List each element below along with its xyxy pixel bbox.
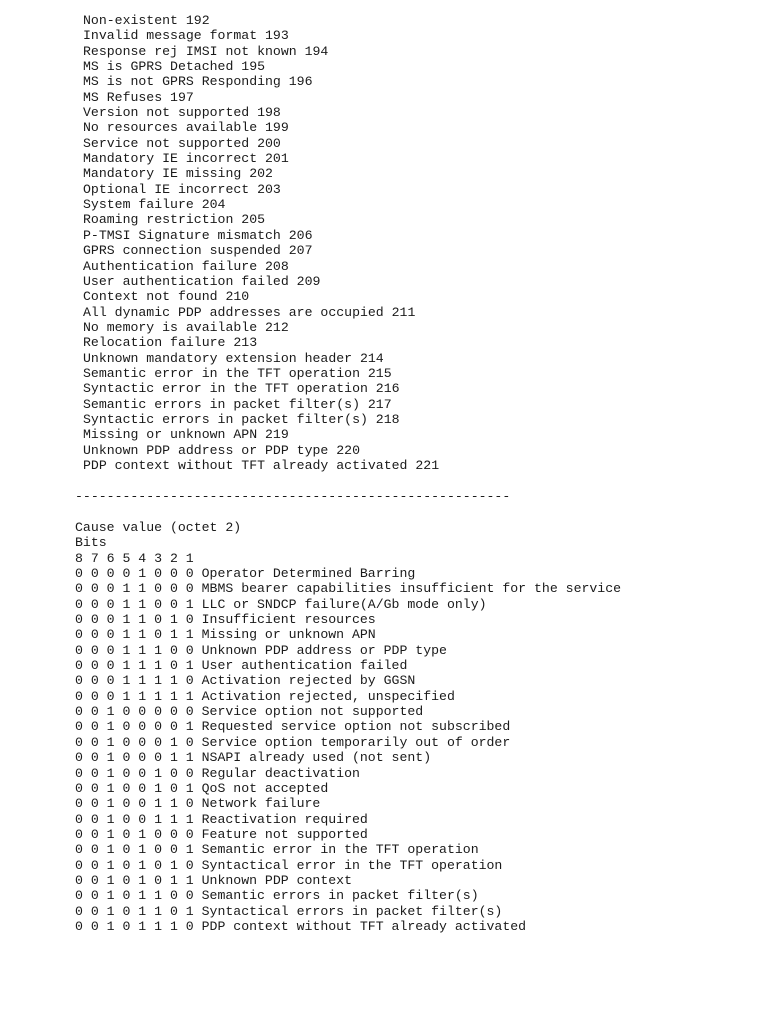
cause-value-row: 0 0 1 0 0 0 0 1 Requested service option not subscribed [75,719,511,735]
cause-value-row: 0 0 0 1 1 0 1 0 Insufficient resources [75,612,376,628]
gtp-cause-line: Relocation failure 213 [83,335,258,351]
gtp-cause-line: No resources available 199 [83,120,289,136]
gtp-cause-line: Service not supported 200 [83,135,281,151]
section-separator: ------------------------------------------------------- [75,489,511,504]
cause-value-row: 0 0 1 0 1 0 1 1 Unknown PDP context [75,872,352,888]
cause-value-row: 0 0 1 0 0 0 1 0 Service option temporarily out of order [75,734,511,750]
gtp-cause-line: No memory is available 212 [83,319,289,335]
gtp-cause-line: GPRS connection suspended 207 [83,243,313,259]
cause-value-row: 0 0 0 1 1 1 1 0 Activation rejected by GGSN [75,673,416,689]
gtp-cause-line: PDP context without TFT already activated 221 [83,457,440,473]
cause-value-row: 0 0 0 1 1 1 0 1 User authentication failed [75,658,408,674]
gtp-cause-line: Syntactic error in the TFT operation 216 [83,381,400,397]
gtp-cause-line: MS is not GPRS Responding 196 [83,74,313,90]
cause-value-row: 0 0 1 0 0 0 1 1 NSAPI already used (not sent) [75,750,432,766]
cause-value-row: 0 0 1 0 0 1 1 1 Reactivation required [75,811,368,827]
cause-value-row: 0 0 1 0 0 1 0 1 QoS not accepted [75,780,329,796]
cause-value-section [75,520,621,934]
gtp-cause-line: Semantic error in the TFT operation 215 [83,365,392,381]
gtp-cause-line: Roaming restriction 205 [83,212,266,228]
cause-value-row: 0 0 1 0 0 1 0 0 Regular deactivation [75,765,360,781]
gtp-cause-line: Context not found 210 [83,289,250,305]
gtp-cause-line: P-TMSI Signature mismatch 206 [83,227,313,243]
gtp-cause-line: Syntactic errors in packet filter(s) 218 [83,411,400,427]
gtp-cause-line: Missing or unknown APN 219 [83,427,289,443]
gtp-cause-line: MS Refuses 197 [83,89,194,105]
gtp-cause-line: MS is GPRS Detached 195 [83,59,266,75]
gtp-cause-line: Unknown mandatory extension header 214 [83,350,384,366]
cause-value-row: 0 0 0 1 1 1 0 0 Unknown PDP address or PDP type [75,642,447,658]
cause-value-row: 0 0 1 0 0 0 0 0 Service option not supported [75,704,424,720]
gtp-cause-line: Semantic errors in packet filter(s) 217 [83,396,392,412]
cause-value-row: 0 0 1 0 1 0 1 0 Syntactical error in the TFT operation [75,857,503,873]
gtp-cause-line: Optional IE incorrect 203 [83,181,281,197]
gtp-cause-line: Response rej IMSI not known 194 [83,43,329,59]
gtp-cause-line: Authentication failure 208 [83,258,289,274]
gtp-cause-line: Mandatory IE missing 202 [83,166,273,182]
cause-value-row: 0 0 0 0 1 0 0 0 Operator Determined Barring [75,566,416,582]
cause-value-row: 0 0 1 0 1 1 0 1 Syntactical errors in packet filter(s) [75,903,503,919]
gtp-cause-line: All dynamic PDP addresses are occupied 211 [83,304,416,320]
gtp-cause-line: Mandatory IE incorrect 201 [83,151,289,167]
gtp-cause-line: Invalid message format 193 [83,28,289,44]
gtp-cause-list [83,13,439,473]
gtp-cause-line: System failure 204 [83,197,226,213]
cause-value-row: 0 0 1 0 0 1 1 0 Network failure [75,796,321,812]
cause-value-row: 0 0 1 0 1 0 0 0 Feature not supported [75,826,368,842]
gtp-cause-line: Version not supported 198 [83,105,281,121]
gtp-cause-line: Non-existent 192 [83,13,210,28]
gtp-cause-line: User authentication failed 209 [83,273,321,289]
section-title: Cause value (octet 2) [75,520,242,535]
cause-value-row: 0 0 1 0 1 1 0 0 Semantic errors in packet filter(s) [75,888,479,904]
cause-value-row: 0 0 1 0 1 0 0 1 Semantic error in the TFT operation [75,842,479,858]
cause-value-row: 0 0 0 1 1 1 1 1 Activation rejected, unspecified [75,688,455,704]
cause-value-row: 0 0 0 1 1 0 0 1 LLC or SNDCP failure(A/Gb mode only) [75,596,487,612]
cause-value-row: 0 0 0 1 1 0 1 1 Missing or unknown APN [75,627,376,643]
bit-position-header: 8 7 6 5 4 3 2 1 [75,550,194,566]
cause-value-row: 0 0 1 0 1 1 1 0 PDP context without TFT already activated [75,918,527,934]
bits-label: Bits [75,535,107,551]
gtp-cause-line: Unknown PDP address or PDP type 220 [83,442,360,458]
cause-value-row: 0 0 0 1 1 0 0 0 MBMS bearer capabilities insufficient for the service [75,581,622,597]
